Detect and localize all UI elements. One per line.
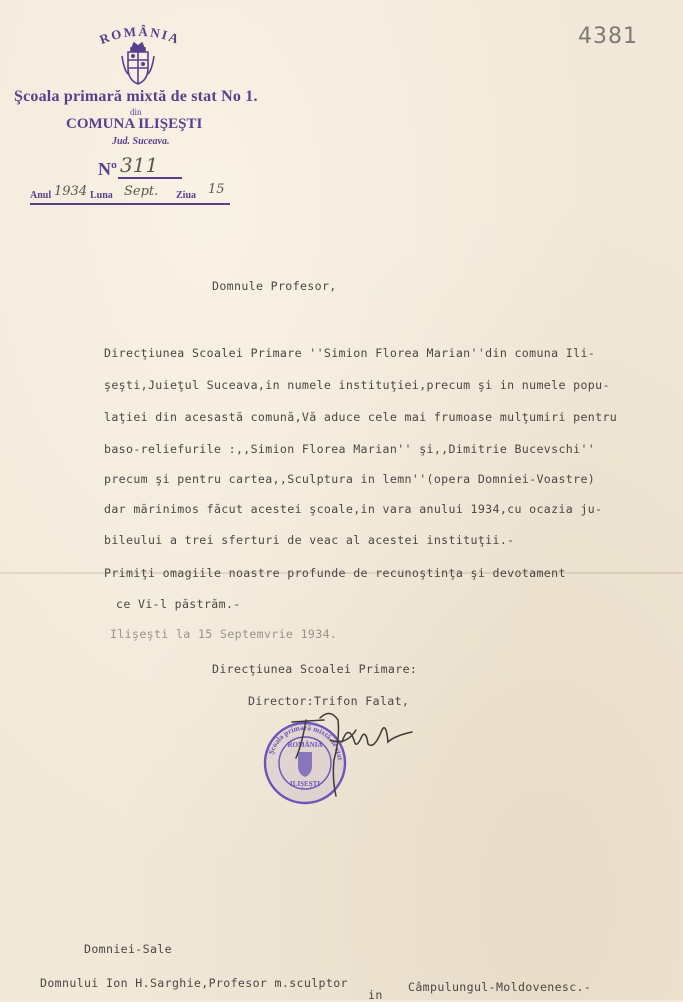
body-line: şeşti,Juieţul Suceava,in numele instituţiei,precum şi in numele popu- [104,378,610,392]
day-value: 15 [208,182,225,197]
registry-number-label: Nº [98,159,117,179]
body-line: precum şi pentru cartea,,Sculptura in lemn''(opera Domniei-Voastre) [104,472,596,486]
school-name: Şcoala primară mixtă de stat No 1. [14,88,258,105]
year-value: 1934 [54,184,88,199]
body-line: bileului a trei sferturi de veac al acestei instituţii.- [104,533,515,547]
year-label: Anul [30,190,52,201]
director-signature-icon [287,700,420,800]
recipient-city: Câmpulungul-Moldovenesc.- [408,980,592,994]
body-line: baso-reliefurile :,,Simion Florea Marian'' şi,,Dimitrie Bucevschi'' [104,442,596,456]
letterhead-country: ROMÂNIA [97,23,183,48]
closing-line: ce Vi-l păstrăm.- [116,597,241,611]
letterhead-din: din [130,107,142,117]
registry-number-underline [118,177,182,179]
county-name: Jud. Suceava. [112,136,170,147]
office-title: Direcţiunea Scoalei Primare: [212,662,418,676]
recipient-name: Domnului Ion H.Sarghie,Profesor m.sculptor [40,976,348,990]
month-value: Sept. [124,184,159,199]
seal-mid-text: ILIŞEŞTI [290,780,320,788]
greeting: Domnule Profesor, [212,279,337,293]
seal-ring-text: Şcoala primară mixtă de stat [266,722,345,761]
body-line: dar mărinimos făcut acestei şcoale,in vara anului 1934,cu ocazia ju- [104,502,603,516]
commune-name: COMUNA ILIŞEŞTI [66,116,203,132]
director-name: Director:Trifon Falat, [248,694,410,708]
recipient-in: in [368,988,383,1002]
place-date: Ilişeşti la 15 Septemvrie 1934. [110,627,338,641]
day-label: Ziua [176,190,197,201]
closing-line: Primiţi omagiile noastre profunde de recunoştinţa şi devotament [104,566,566,580]
month-label: Luna [90,190,113,201]
registry-number-value: 311 [120,153,159,177]
date-underline [30,203,230,205]
archive-number: 4381 [578,24,638,49]
body-line: Direcţiunea Scoalei Primare ''Simion Florea Marian''din comuna Ili- [104,346,596,360]
seal-top-text: ROMÂNIA [287,741,323,749]
body-line: laţiei din acesastă comună,Vă aduce cele mai frumoase mulţumiri pentru [104,410,618,424]
coat-of-arms-icon [120,40,156,86]
recipient-salutation: Domniei-Sale [84,942,172,956]
